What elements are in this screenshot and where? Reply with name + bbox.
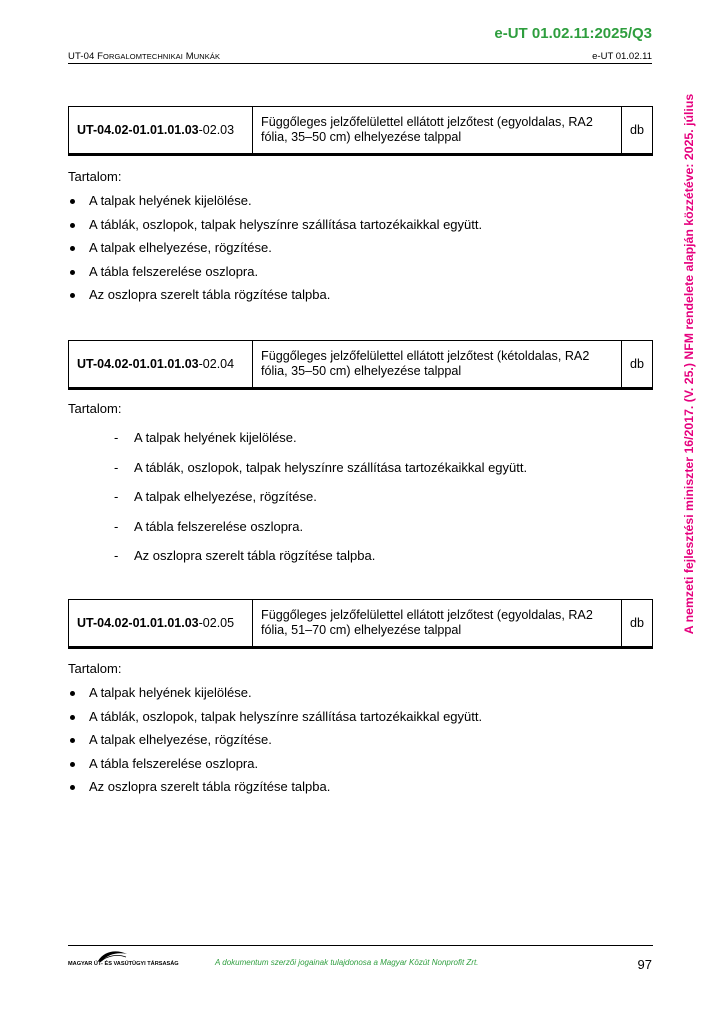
list-item: - A táblák, oszlopok, talpak helyszínre szállítása tartozékaikkal együtt. — [114, 453, 527, 483]
item-unit: db — [629, 357, 644, 371]
copyright-notice: A dokumentum szerzői jogainak tulajdonosa a Magyar Közút Nonprofit Zrt. — [215, 958, 479, 967]
logo-text: MAGYAR ÚT- ÉS VASÚTÜGYI TÁRSASÁG — [68, 961, 179, 967]
item-code-bold: UT-04.02-01.01.01.03 — [77, 123, 199, 137]
item-description: Függőleges jelzőfelülettel ellátott jelzőtest (egyoldalas, RA2 fólia, 51–70 cm) elhelyezése talppal — [253, 600, 622, 646]
item-description: Függőleges jelzőfelülettel ellátott jelzőtest (kétoldalas, RA2 fólia, 35–50 cm) elhelyezése talppal — [253, 341, 622, 387]
item-code-bold: UT-04.02-01.01.01.03 — [77, 357, 199, 371]
doc-code: e-UT 01.02.11:2025/Q3 — [494, 25, 652, 42]
item-unit: db — [629, 616, 644, 630]
list-item: A tábla felszerelése oszlopra. — [68, 752, 482, 776]
item-code-rest: -02.03 — [198, 123, 235, 137]
list-item: A táblák, oszlopok, talpak helyszínre szállítása tartozékaikkal együtt. — [68, 213, 482, 237]
item-table — [68, 106, 653, 156]
item-code-rest: -02.05 — [198, 616, 235, 630]
side-note-text: A nemzeti fejlesztési miniszter 16/2017. (V. 25.) NFM rendelete alapján közzétéve: 2025. július — [682, 93, 696, 635]
header-left-small2: UNKÁK — [193, 52, 221, 61]
list-item: A talpak elhelyezése, rögzítése. — [68, 728, 482, 752]
item-code — [69, 107, 253, 153]
item-code-bold: UT-04.02-01.01.01.03 — [77, 616, 199, 630]
item-code-rest: -02.04 — [198, 357, 235, 371]
header-left — [68, 51, 220, 62]
list-item: - A talpak helyének kijelölése. — [114, 423, 527, 453]
item-code — [69, 341, 253, 387]
header-left-prefix: UT-04 F — [68, 51, 104, 62]
header-left-space: M — [182, 51, 194, 62]
header-left-small1: ORGALOMTECHNIKAI — [103, 52, 183, 61]
logo — [68, 949, 179, 971]
list-item: Az oszlopra szerelt tábla rögzítése talpba. — [68, 283, 482, 307]
content-label: Tartalom: — [68, 169, 122, 184]
content-label: Tartalom: — [68, 401, 122, 416]
item-table — [68, 340, 653, 390]
content-list — [68, 189, 482, 307]
list-item: A tábla felszerelése oszlopra. — [68, 260, 482, 284]
list-item: Az oszlopra szerelt tábla rögzítése talpba. — [68, 775, 482, 799]
content-list — [68, 681, 482, 799]
header-rule — [68, 63, 652, 64]
list-item: A talpak elhelyezése, rögzítése. — [68, 236, 482, 260]
content-list — [114, 423, 527, 571]
footer-rule — [68, 945, 653, 946]
item-unit: db — [629, 123, 644, 137]
item-code — [69, 600, 253, 646]
list-item: A táblák, oszlopok, talpak helyszínre szállítása tartozékaikkal együtt. — [68, 705, 482, 729]
list-item: A talpak helyének kijelölése. — [68, 681, 482, 705]
page-number: 97 — [637, 957, 652, 972]
item-table — [68, 599, 653, 649]
list-item: - A talpak elhelyezése, rögzítése. — [114, 482, 527, 512]
list-item: A talpak helyének kijelölése. — [68, 189, 482, 213]
list-item: - Az oszlopra szerelt tábla rögzítése talpba. — [114, 541, 527, 571]
content-label: Tartalom: — [68, 661, 122, 676]
item-description: Függőleges jelzőfelülettel ellátott jelzőtest (egyoldalas, RA2 fólia, 35–50 cm) elhelyezése talppal — [253, 107, 622, 153]
header-right: e-UT 01.02.11 — [592, 51, 652, 62]
list-item: - A tábla felszerelése oszlopra. — [114, 512, 527, 542]
